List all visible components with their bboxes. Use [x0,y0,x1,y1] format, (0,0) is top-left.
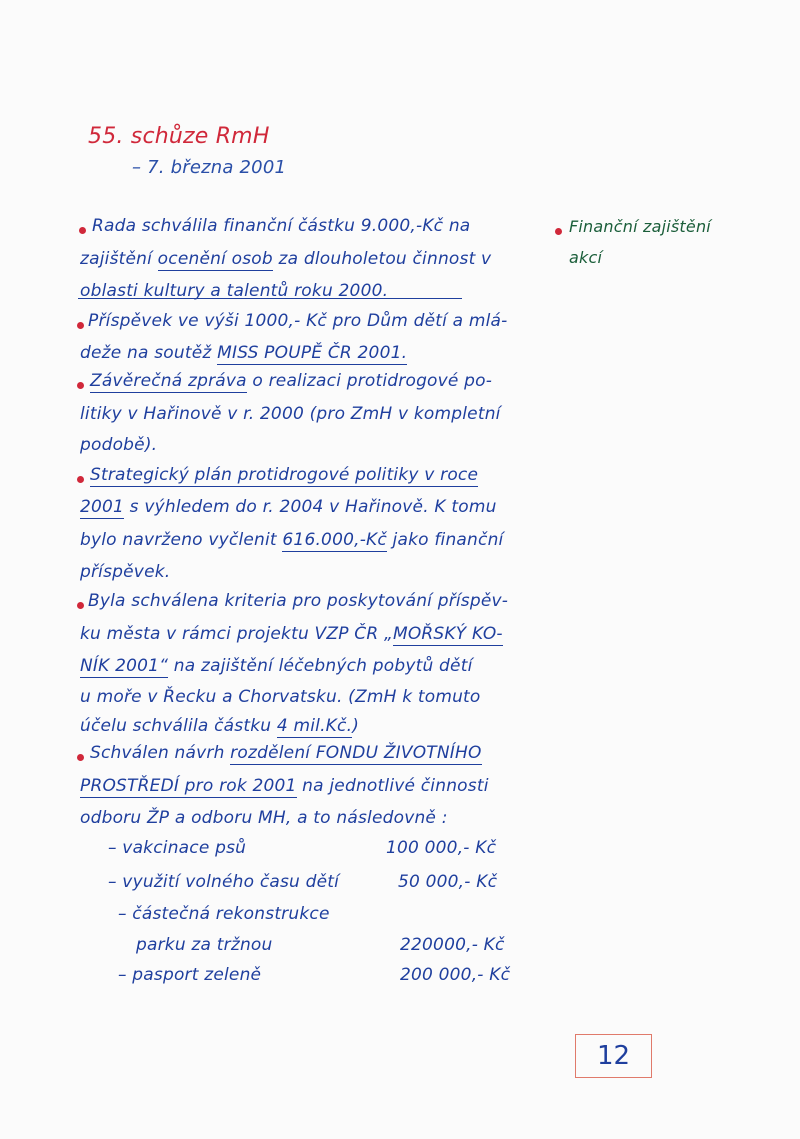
item1-line2 [80,249,491,269]
item5-line1 [88,591,508,611]
item5-line3 [80,656,473,676]
item3-line3 [80,435,157,455]
item5-line1-text: Byla schválena kriteria pro poskytování příspěv- [88,591,509,611]
item3-line3-text: podobě). [80,435,158,455]
item4-line1 [90,465,478,485]
item1-line2-text-a: zajištění [80,249,158,269]
item5-line5 [80,716,359,736]
item4-line3-text-a: bylo navrženo vyčlenit [80,530,283,550]
item6-line3-text: odboru ŽP a odboru MH, a to následovně : [80,808,448,828]
item4-line1-underlined: Strategický plán protidrogové politiky v roce [90,465,479,485]
allocation-label: – pasport zeleně [118,965,262,985]
allocation-amount: 100 000,- Kč [386,838,497,858]
item1-line1-text: Rada schválila finanční částku 9.000,-Kč na [92,216,471,236]
allocation-label: parku za tržnou [136,935,273,955]
item2-line2-text: deže na soutěž [80,343,218,363]
item5-line2 [80,624,503,644]
item5-line5-text-b: ) [352,716,360,736]
item1-line1 [92,216,470,236]
item3-line2-text: litiky v Hařinově v r. 2000 (pro ZmH v kompletní [80,404,501,424]
item4-line3 [80,530,503,550]
allocation-amount: 220000,- Kč [400,935,505,955]
item4-line2-underlined: 2001 [80,497,125,517]
item4-line4-text: příspěvek. [80,562,171,582]
margin-bullet-icon [555,228,562,235]
item5-line3-text: na zajištění léčebných pobytů dětí [168,656,473,676]
item-bullet-icon [77,382,84,389]
page-number-box [575,1034,652,1078]
item1-line3-underlined: oblasti kultury a talentů roku 2000. [80,281,389,301]
item3-line2 [80,404,501,424]
allocation-amount: 200 000,- Kč [400,965,511,985]
item6-line2 [80,776,489,796]
item-bullet-icon [77,602,84,609]
allocation-label: – částečná rekonstrukce [118,904,330,924]
item6-line3 [80,808,448,828]
page-number: 12 [596,1041,631,1071]
item1-line2-text-b: za dlouholetou činnost v [272,249,492,269]
item6-line1 [90,743,482,763]
item6-line1-underlined: rozdělení FONDU ŽIVOTNÍHO [230,743,482,763]
item-bullet-icon [77,754,84,761]
item-bullet-icon [79,227,86,234]
divider-line [78,298,462,299]
item2-line2-underlined: MISS POUPĚ ČR 2001. [217,343,408,363]
item5-line2-underlined: MOŘSKÝ KO- [392,624,503,644]
allocation-label: – využití volného času dětí [108,872,340,892]
item5-line3-underlined: NÍK 2001“ [80,656,169,676]
item5-line2-text: ku města v rámci projektu VZP ČR „ [80,624,393,644]
meeting-title: 55. schůze RmH [88,124,270,149]
meeting-date: – 7. března 2001 [132,157,287,178]
item1-line2-underlined: ocenění osob [157,249,273,269]
margin-note-line1: Finanční zajištění [569,217,711,236]
item3-line1-underlined: Závěrečná zpráva [90,371,247,391]
item5-line5-text-a: účelu schválila částku [80,716,277,736]
item5-line4-text: u moře v Řecku a Chorvatsku. (ZmH k tomuto [80,687,481,707]
item3-line1-text: o realizaci protidrogové po- [246,371,493,391]
item4-line2-text: s výhledem do r. 2004 v Hařinově. K tomu [124,497,497,517]
item5-line5-underlined: 4 mil.Kč. [276,716,353,736]
item2-line1 [88,311,507,331]
margin-note-line2: akcí [569,248,603,267]
item6-line2-text: na jednotlivé činnosti [296,776,489,796]
item2-line1-text: Příspěvek ve výši 1000,- Kč pro Dům dětí a mlá- [88,311,508,331]
item6-line1-text: Schválen návrh [90,743,231,763]
item5-line4 [80,687,481,707]
item-bullet-icon [77,476,84,483]
item-bullet-icon [77,322,84,329]
item4-line3-text-b: jako finanční [386,530,504,550]
item4-line4 [80,562,170,582]
item6-line2-underlined: PROSTŘEDÍ pro rok 2001 [80,776,297,796]
item4-line3-underlined: 616.000,-Kč [282,530,387,550]
allocation-label: – vakcinace psů [108,838,247,858]
item4-line2 [80,497,497,517]
item3-line1 [90,371,492,391]
allocation-amount: 50 000,- Kč [398,872,498,892]
item2-line2 [80,343,407,363]
